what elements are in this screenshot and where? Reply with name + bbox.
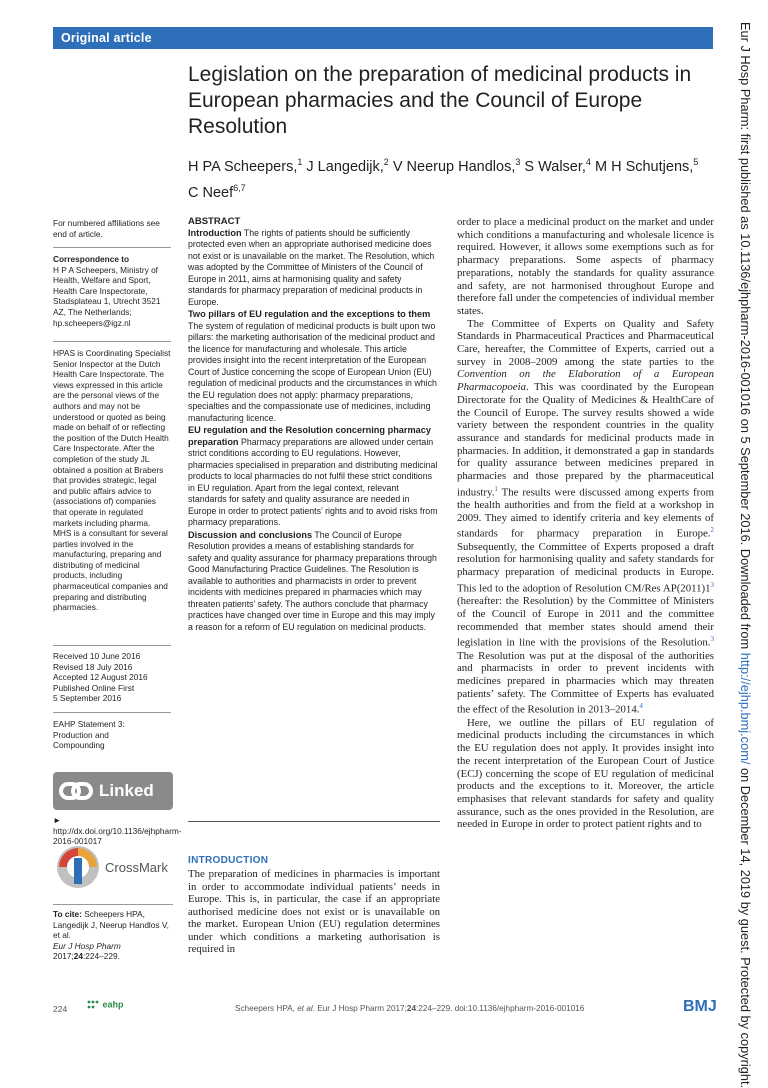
body-text: Subsequently, the Committee of Experts proposed a draft resolution for harmonising quality and safety standards for pharmacy preparation of medicinal products in Europe. This led to the adoption of Resolution CM/Res AP(2011)1 bbox=[457, 540, 714, 595]
crossmark-label: CrossMark bbox=[105, 859, 168, 875]
body-text: The Resolution was put at the disposal of the authorities and pharmacists in order to prevent incidents with medicines prepared in pharmacies which may threaten patients’ safety. The Committee of Experts has evaluated the effect of the Resolution in 2013–2014. bbox=[457, 649, 714, 716]
abstract-section bbox=[188, 530, 438, 634]
author-list bbox=[188, 152, 708, 204]
body-paragraph bbox=[457, 318, 714, 717]
affiliations-note: For numbered affiliations see end of article. bbox=[53, 218, 160, 239]
author-name: C Neef bbox=[188, 184, 234, 201]
author-name: S Walser, bbox=[524, 158, 586, 175]
abstract-section-head: Two pillars of EU regulation and the exceptions to them bbox=[188, 309, 431, 319]
body-emphasis: Convention on the Elaboration of a European Pharmacopoeia bbox=[457, 368, 714, 394]
body-text: . This was coordinated by the European Directorate for the Quality of Medicines & HealthCare of the Council of Europe. The survey results showed a wide variety between the respondent countries in the quality assurance and standards for medicinal products made in pharmacies. In addition, it demonstrated a gap in standards for quality assurance between medicines prepared in pharmacies and those prepared by the pharmaceutical industry. bbox=[457, 381, 714, 499]
footer-cite-em: et al bbox=[297, 1004, 313, 1013]
eahp-statement: EAHP Statement 3: Production and Compounding bbox=[53, 719, 125, 751]
article-title: Legislation on the preparation of medicinal products in European pharmacies and the Council of Europe Resolution bbox=[188, 63, 692, 138]
introduction-text bbox=[188, 868, 440, 956]
reference-link[interactable]: 2 bbox=[710, 526, 714, 535]
date-published: 5 September 2016 bbox=[53, 693, 122, 704]
abstract-section bbox=[188, 425, 438, 529]
footer-cite-volume: 24 bbox=[406, 1004, 416, 1013]
abstract-section-head: Introduction bbox=[188, 227, 242, 238]
date-received: Received 10 June 2016 bbox=[53, 651, 141, 661]
disclaimer: HPAS is Coordinating Specialist Senior Inspector at the Dutch Health Care Inspectorate. The views expressed in this article are the personal views of the authors and may not be understood or quoted as being made on behalf of or reflecting the position of the Dutch Health Care Inspectorate. After the completion of the study JL obtained a position at Brabers that provides strategic, legal and public affairs advice to (associations of) companies that operate in regulated markets including pharma. MHS is a consultant for several parties involved in the manufacturing, preparing and distributing of medicinal products, including pharmaceutical companies and preparing and distributing pharmacies. bbox=[53, 348, 171, 613]
body-text-column bbox=[457, 216, 714, 831]
linked-doi-link[interactable]: ► http://dx.doi.org/10.1136/ejhpharm-2016-001017 bbox=[53, 815, 182, 847]
article-type-banner: Original article bbox=[53, 27, 713, 49]
journal-site-link[interactable]: http://ejhp.bmj.com/ bbox=[738, 652, 753, 765]
bmj-logo: BMJ bbox=[683, 998, 717, 1015]
affiliation-ref: 1 bbox=[297, 157, 303, 167]
eahp-logo bbox=[86, 999, 124, 1011]
author-name: M H Schutjens, bbox=[594, 158, 694, 175]
footer-cite-text: :224–229. doi:10.1136/ejhpharm-2016-001016 bbox=[416, 1004, 585, 1013]
date-revised: Revised 18 July 2016 bbox=[53, 661, 133, 672]
sidebar-divider bbox=[53, 712, 171, 713]
crossmark-badge[interactable] bbox=[55, 842, 175, 892]
abstract-section-text: Pharmacy preparations are allowed under certain strict conditions according to EU regulations. However, pharmacies specialised in preparation and distributing medicinal products to local pharmacies do not fulfil these strict conditions in EU regulation. Apart from the legal context, relevant standards for safety and quality assurance are needed in Europe in order to protect patients’ rights and to avoid risks from pharmacy preparations. bbox=[188, 436, 438, 527]
reference-link[interactable]: 3 bbox=[710, 580, 714, 589]
body-paragraph: Here, we outline the pillars of EU regulation of medicinal products including the circumstances in which the EU regulation does not apply. It provides insight into the recent interpretation of the European Court of Justice (ECJ) concerning the scope of EU regulation of medicinal products and the exceptions to it. Moreover, the article emphasises that relevant standards for safety and quality assurance, such as the ones provided in the Resolution, are needed in Europe in order to protect patient rights and to bbox=[457, 716, 714, 831]
footer-cite-text: . Eur J Hosp Pharm 2017; bbox=[312, 1004, 407, 1013]
affiliation-ref: 6,7 bbox=[233, 182, 246, 193]
sidebar-divider bbox=[53, 247, 171, 248]
reference-link[interactable]: 4 bbox=[639, 702, 643, 711]
introduction-paragraph: The preparation of medicines in pharmacies is important in order to accommodate individual patients’ needs in Europe. This is, in particular, the case if an appropriate authorised medicine does not exist or is unavailable on the market. European Union (EU) regulation determines under which conditions a marketing authorisation is required in bbox=[188, 868, 440, 955]
eahp-logo-text: eahp bbox=[102, 999, 124, 1010]
abstract-section-head: EU regulation and the Resolution concerning pharmacy preparation bbox=[188, 425, 431, 447]
body-text: The results were discussed among experts from the health authorities and from the field at a workshop in 2009. They aimed to identify criteria and key elements of standards for pharmacy preparation in Europe. bbox=[457, 486, 714, 541]
citation-ref-post: :224–229. bbox=[83, 951, 120, 962]
citation-volume: 24 bbox=[73, 951, 83, 962]
affiliation-ref: 2 bbox=[383, 157, 389, 167]
correspondence-body: H P A Scheepers, Ministry of Health, Welfare and Sport, Health Care Inspectorate, Stadsplateau 1, Utrecht 3521 AZ, The Netherlands; hp.scheepers@igz.nl bbox=[53, 264, 161, 328]
sidebar-divider bbox=[53, 645, 171, 646]
date-published-label: Published Online First bbox=[53, 682, 135, 693]
watermark-text: on December 14, 2019 by guest. Protected by copyright. bbox=[738, 764, 753, 1088]
author-name: V Neerup Handlos, bbox=[392, 158, 516, 175]
affiliation-ref: 5 bbox=[693, 157, 699, 167]
eahp-logo-icon bbox=[86, 999, 100, 1011]
affiliation-ref: 4 bbox=[585, 157, 591, 167]
link-icon bbox=[59, 779, 93, 803]
abstract-section bbox=[188, 228, 438, 309]
author-name: J Langedijk, bbox=[306, 158, 384, 175]
watermark-text: Eur J Hosp Pharm: first published as 10.1136/ejhpharm-2016-001016 on 5 September 2016. Downloaded from bbox=[738, 22, 753, 653]
correspondence-heading: Correspondence to bbox=[53, 254, 130, 264]
abstract-divider bbox=[188, 821, 440, 822]
reference-link[interactable]: 1 bbox=[494, 484, 498, 493]
citation-box bbox=[53, 904, 173, 962]
abstract-section-text: The Council of Europe Resolution provides a means of establishing standards for safety and quality assurance for pharmacy preparations through Good Manufacturing Practice Guidelines. The Resolution is available to authorities and pharmacists in order to prevent incidents with medicines prepared in pharmacies which may threaten patients’ safety. The authors conclude that pharmacy practices have changed over time in Europe and this may imply a reason for a reform of EU regulation on medicinal products. bbox=[188, 529, 437, 632]
abstract-section-head: Discussion and conclusions bbox=[188, 529, 313, 540]
abstract-section-text: The rights of patients should be sufficiently protected even when an appropriate authorised medicine does not exist or is unavailable on the market. The Resolution, which was adopted by the Committee of Ministers of the Council of Europe in 2011, aims at harmonising quality and safety standards for pharmacy preparation of medicinal products in Europe. bbox=[188, 227, 435, 307]
footer-citation bbox=[235, 1004, 584, 1013]
citation-ref-pre: 2017; bbox=[53, 951, 74, 962]
article-dates bbox=[53, 651, 171, 704]
abstract-section bbox=[188, 309, 438, 424]
abstract bbox=[188, 216, 438, 634]
download-watermark bbox=[738, 22, 753, 1088]
body-text: (hereafter: the Resolution) by the Committee of Ministers of the Council of Europe in 2011 and the committee recommended that member states should amend their legislation in line with the provisions of the Resolution. bbox=[457, 595, 714, 649]
linked-label: Linked bbox=[99, 781, 154, 800]
footer-cite-text: Scheepers HPA, bbox=[235, 1004, 298, 1013]
abstract-section-text: The system of regulation of medicinal products is built upon two pillars: the marketing authorisation of the medicinal product and the licence for manufacturing and wholesale. This article provides insight into the recent interpretation of the European Court of Justice concerning the scope of European Union (EU) regulation of medicinal products and the circumstances in which the EU regulation does not apply: pharmacy preparations, specialties and the compassionate use of medicines, including manufacturing licence. bbox=[188, 320, 437, 423]
affiliation-ref: 3 bbox=[515, 157, 521, 167]
date-accepted: Accepted 12 August 2016 bbox=[53, 672, 148, 683]
linked-article-badge[interactable] bbox=[53, 772, 173, 810]
abstract-heading: ABSTRACT bbox=[188, 216, 241, 227]
sidebar-divider bbox=[53, 341, 171, 342]
correspondence bbox=[53, 254, 171, 328]
page-number: 224 bbox=[53, 1004, 68, 1014]
crossmark-icon bbox=[55, 844, 101, 890]
body-paragraph: order to place a medicinal product on the market and under which conditions a manufacturing and wholesale licence is required. However, it allows some exemptions such as for pharmacy preparations. Some aspects of pharmacy preparations, notably the standards for quality assurance and safety, are not harmonised throughout Europe and therefore fall under the competencies of individual member states. bbox=[457, 216, 714, 317]
body-text: The Committee of Experts on Quality and Safety Standards in Pharmaceutical Practices and Pharmaceutical Care, hereafter, the Committee of Experts, carried out a survey in 2008–2009 among the state parties to the bbox=[457, 317, 714, 368]
citation-journal: Eur J Hosp Pharm bbox=[53, 940, 121, 951]
reference-link[interactable]: 3 bbox=[710, 635, 714, 644]
author-name: H PA Scheepers, bbox=[188, 158, 298, 175]
citation-heading: To cite: bbox=[53, 909, 82, 919]
introduction-heading: INTRODUCTION bbox=[188, 855, 269, 866]
citation-text: Scheepers HPA, Langedijk J, Neerup Handlos V, et al. bbox=[53, 909, 169, 941]
